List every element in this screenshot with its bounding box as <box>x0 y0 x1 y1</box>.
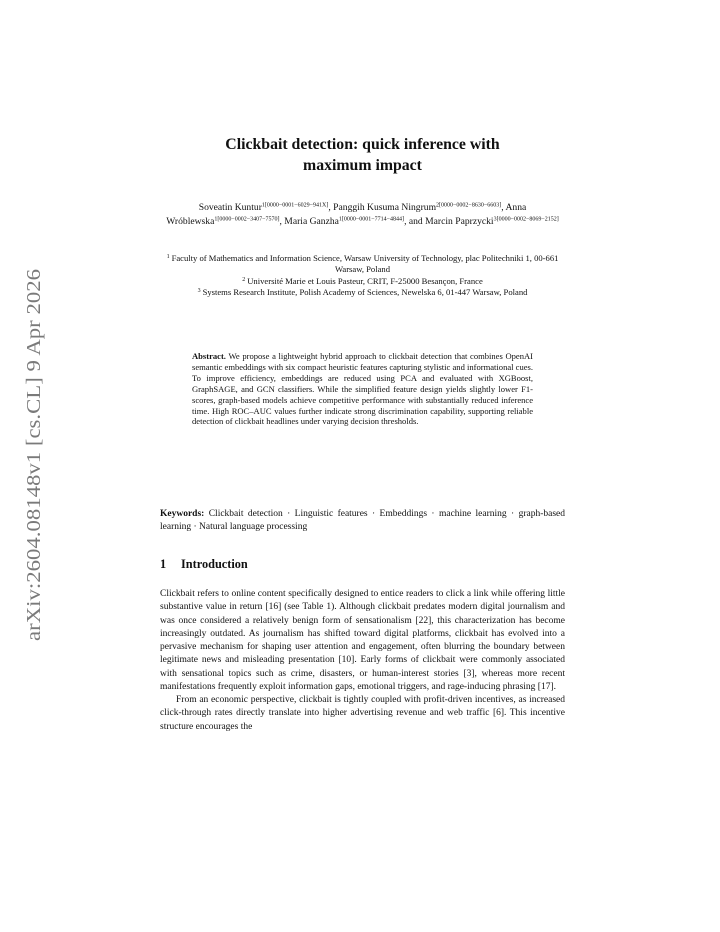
section-heading-introduction <box>160 556 565 572</box>
body-paragraph: Clickbait refers to online content specifically designed to entice readers to click a link while offering little substantive value in return [16] (see Table 1). Although clickbait predates modern digital journalism and was once considered a relatively benign form of sensationalism [22], this characterization has become increasingly outdated. As journalism has shifted toward digital platforms, clickbait has evolved into a pervasive mechanism for shaping user attention and engagement, often blurring the boundary between legitimate news and misleading presentation [10]. Early forms of clickbait were commonly associated with sensational topics such as crime, disasters, or human-interest stories [3], whereas more recent manifestations frequently exploit information gaps, emotional triggers, and rage-inducing phrasing [17]. <box>160 589 565 692</box>
section-number: 1 <box>160 557 167 571</box>
author-orcid: 3[0000−0002−8069−2152] <box>493 216 559 222</box>
author-orcid: 1[0000−0001−6029−941X] <box>261 202 329 209</box>
title-line-1: Clickbait detection: quick inference with <box>225 136 500 153</box>
author-separator: , <box>501 202 506 213</box>
author-separator: , and <box>404 215 426 227</box>
affiliation <box>160 253 565 276</box>
author-name: Anna Wróblewska <box>166 202 527 227</box>
author-orcid: 2[0000−0002−8630−6603] <box>436 202 502 209</box>
author-list <box>160 201 565 228</box>
affiliation-list <box>160 253 565 299</box>
title-line-2: maximum impact <box>303 157 422 174</box>
author-separator: , <box>328 202 334 213</box>
author-orcid: 1[0000−0001−7714−4844] <box>338 216 405 222</box>
affiliation-text: Université Marie et Louis Pasteur, CRIT, F-25000 Besançon, France <box>247 275 483 286</box>
keywords-label: Keywords: <box>160 509 205 519</box>
keywords <box>160 508 565 535</box>
affiliation-text: Systems Research Institute, Polish Academy of Sciences, Newelska 6, 01-447 Warsaw, Poland <box>202 287 528 298</box>
affiliation-number: 2 <box>242 276 246 283</box>
abstract-text: We propose a lightweight hybrid approach to clickbait detection that combines OpenAI semantic embeddings with six compact heuristic features capturing stylistic and informational cues. To improve efficiency, embeddings are reduced using PCA and evaluated with XGBoost, GraphSAGE, and GCN classifiers. While the simplified feature design yields slightly lower F1-scores, graph-based models achieve competitive performance with substantially reduced inference time. High ROC–AUC values further indicate strong discrimination capability, supporting reliable detection of clickbait headlines under varying decision thresholds. <box>192 351 534 427</box>
affiliation-number: 3 <box>197 288 201 295</box>
author-name: Soveatin Kuntur <box>198 202 262 213</box>
abstract-label: Abstract. <box>192 351 226 361</box>
paper-title <box>160 134 565 176</box>
affiliation <box>160 287 565 298</box>
abstract <box>192 351 533 427</box>
author-name: Maria Ganzha <box>284 215 339 227</box>
author-name: Marcin Paprzycki <box>425 215 494 227</box>
body-paragraph: From an economic perspective, clickbait is tightly coupled with profit-driven incentives, as increased click-through rates directly translate into higher advertising revenue and web traffic [6]. This incentive structure encourages the <box>160 695 565 732</box>
affiliation-number: 1 <box>166 254 170 260</box>
affiliation <box>160 276 565 287</box>
author-separator: , <box>279 215 285 227</box>
author-name: Panggih Kusuma Ningrum <box>333 202 437 213</box>
arxiv-identifier: arXiv:2604.08148v1 [cs.CL] 9 Apr 2026 <box>24 322 45 641</box>
arxiv-side-stamp <box>4 265 56 645</box>
affiliation-text: Faculty of Mathematics and Information Science, Warsaw University of Technology, plac Politechniki 1, 00-661 Warsaw, Poland <box>171 253 559 275</box>
section-title: Introduction <box>181 557 248 571</box>
introduction-body <box>160 588 565 734</box>
keywords-text: Clickbait detection · Linguistic features · Embeddings · machine learning · graph-based learning · Natural language processing <box>160 509 565 533</box>
author-orcid: 1[0000−0002−3407−7570] <box>214 216 280 222</box>
